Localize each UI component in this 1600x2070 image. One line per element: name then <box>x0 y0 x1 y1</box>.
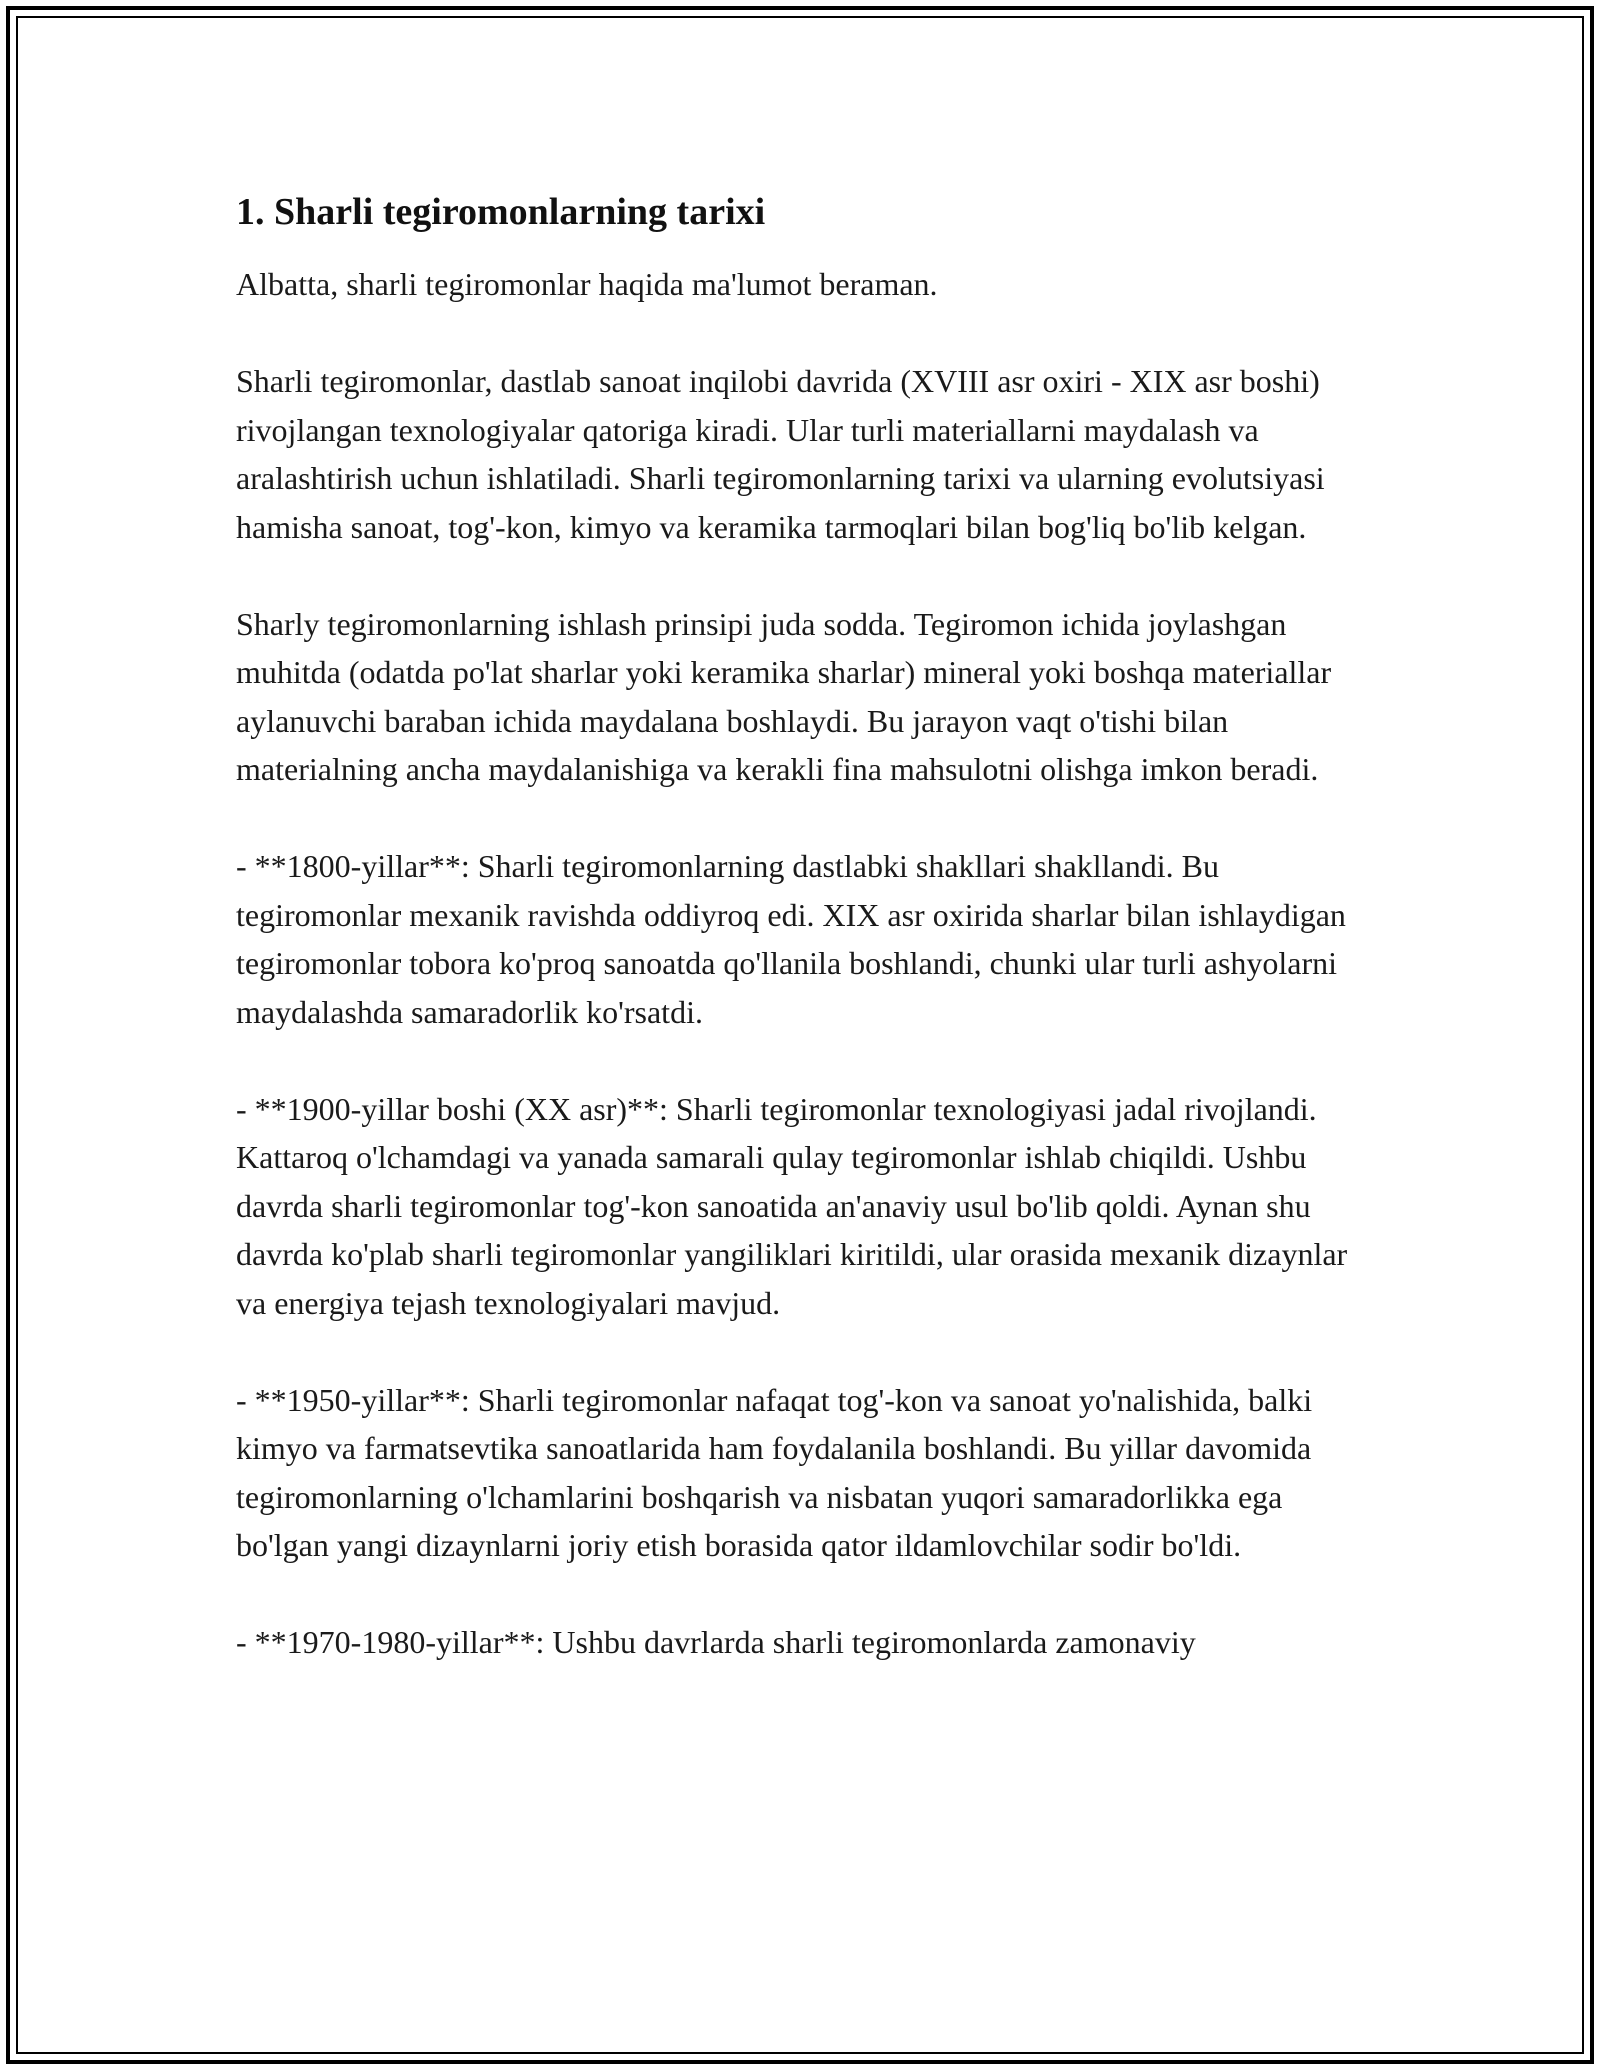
paragraph-1800s: - **1800-yillar**: Sharli tegiromonlarning dastlabki shakllari shakllandi. Bu tegiromonlar mexanik ravishda oddiyroq edi. XIX asr oxirida sharlar bilan ishlaydigan tegiromonlar tobora ko'proq sanoatda qo'llanila boshlandi, chunki ular turli ashyolarni maydalashda samaradorlik ko'rsatdi. <box>236 848 1346 1030</box>
document-title: 1. Sharli tegiromonlarning tarixi <box>236 191 766 233</box>
paragraph-1900s: - **1900-yillar boshi (XX asr)**: Sharli tegiromonlar texnologiyasi jadal rivojlandi. Kattaroq o'lchamdagi va yanada samarali qulay tegiromonlar ishlab chiqildi. Ushbu davrda sharli tegiromonlar tog'-kon sanoatida an'anaviy usul bo'lib qoldi. Aynan shu davrda ko'plab sharli tegiromonlar yangiliklari kiritildi, ular orasida mexanik dizaynlar va energiya tejash texnologiyalari mavjud. <box>236 1090 1348 1321</box>
paragraph-intro: Albatta, sharli tegiromonlar haqida ma'lumot beraman. <box>236 266 938 302</box>
paragraph-principle: Sharly tegiromonlarning ishlash prinsipi juda sodda. Tegiromon ichida joylashgan muhitda (odatda po'lat sharlar yoki keramika sharlar) mineral yoki boshqa materiallar aylanuvchi baraban ichida maydalana boshlaydi. Bu jarayon vaqt o'tishi bilan materialning ancha maydalanishiga va kerakli fina mahsulotni olishga imkon beradi. <box>236 605 1332 787</box>
document-body <box>236 188 1376 1715</box>
paragraph-1970s: - **1970-1980-yillar**: Ushbu davrlarda sharli tegiromonlarda zamonaviy <box>236 1624 1196 1660</box>
paragraph-history: Sharli tegiromonlar, dastlab sanoat inqilobi davrida (XVIII asr oxiri - XIX asr boshi) rivojlangan texnologiyalar qatoriga kiradi. Ular turli materiallarni maydalash va aralashtirish uchun ishlatiladi. Sharli tegiromonlarning tarixi va ularning evolutsiyasi hamisha sanoat, tog'-kon, kimyo va keramika tarmoqlari bilan bog'liq bo'lib kelgan. <box>236 363 1325 545</box>
paragraph-1950s: - **1950-yillar**: Sharli tegiromonlar nafaqat tog'-kon va sanoat yo'nalishida, balki kimyo va farmatsevtika sanoatlarida ham foydalanila boshlandi. Bu yillar davomida tegiromonlarning o'lchamlarini boshqarish va nisbatan yuqori samaradorlikka ega bo'lgan yangi dizaynlarni joriy etish borasida qator ildamlovchilar sodir bo'ldi. <box>236 1381 1313 1563</box>
